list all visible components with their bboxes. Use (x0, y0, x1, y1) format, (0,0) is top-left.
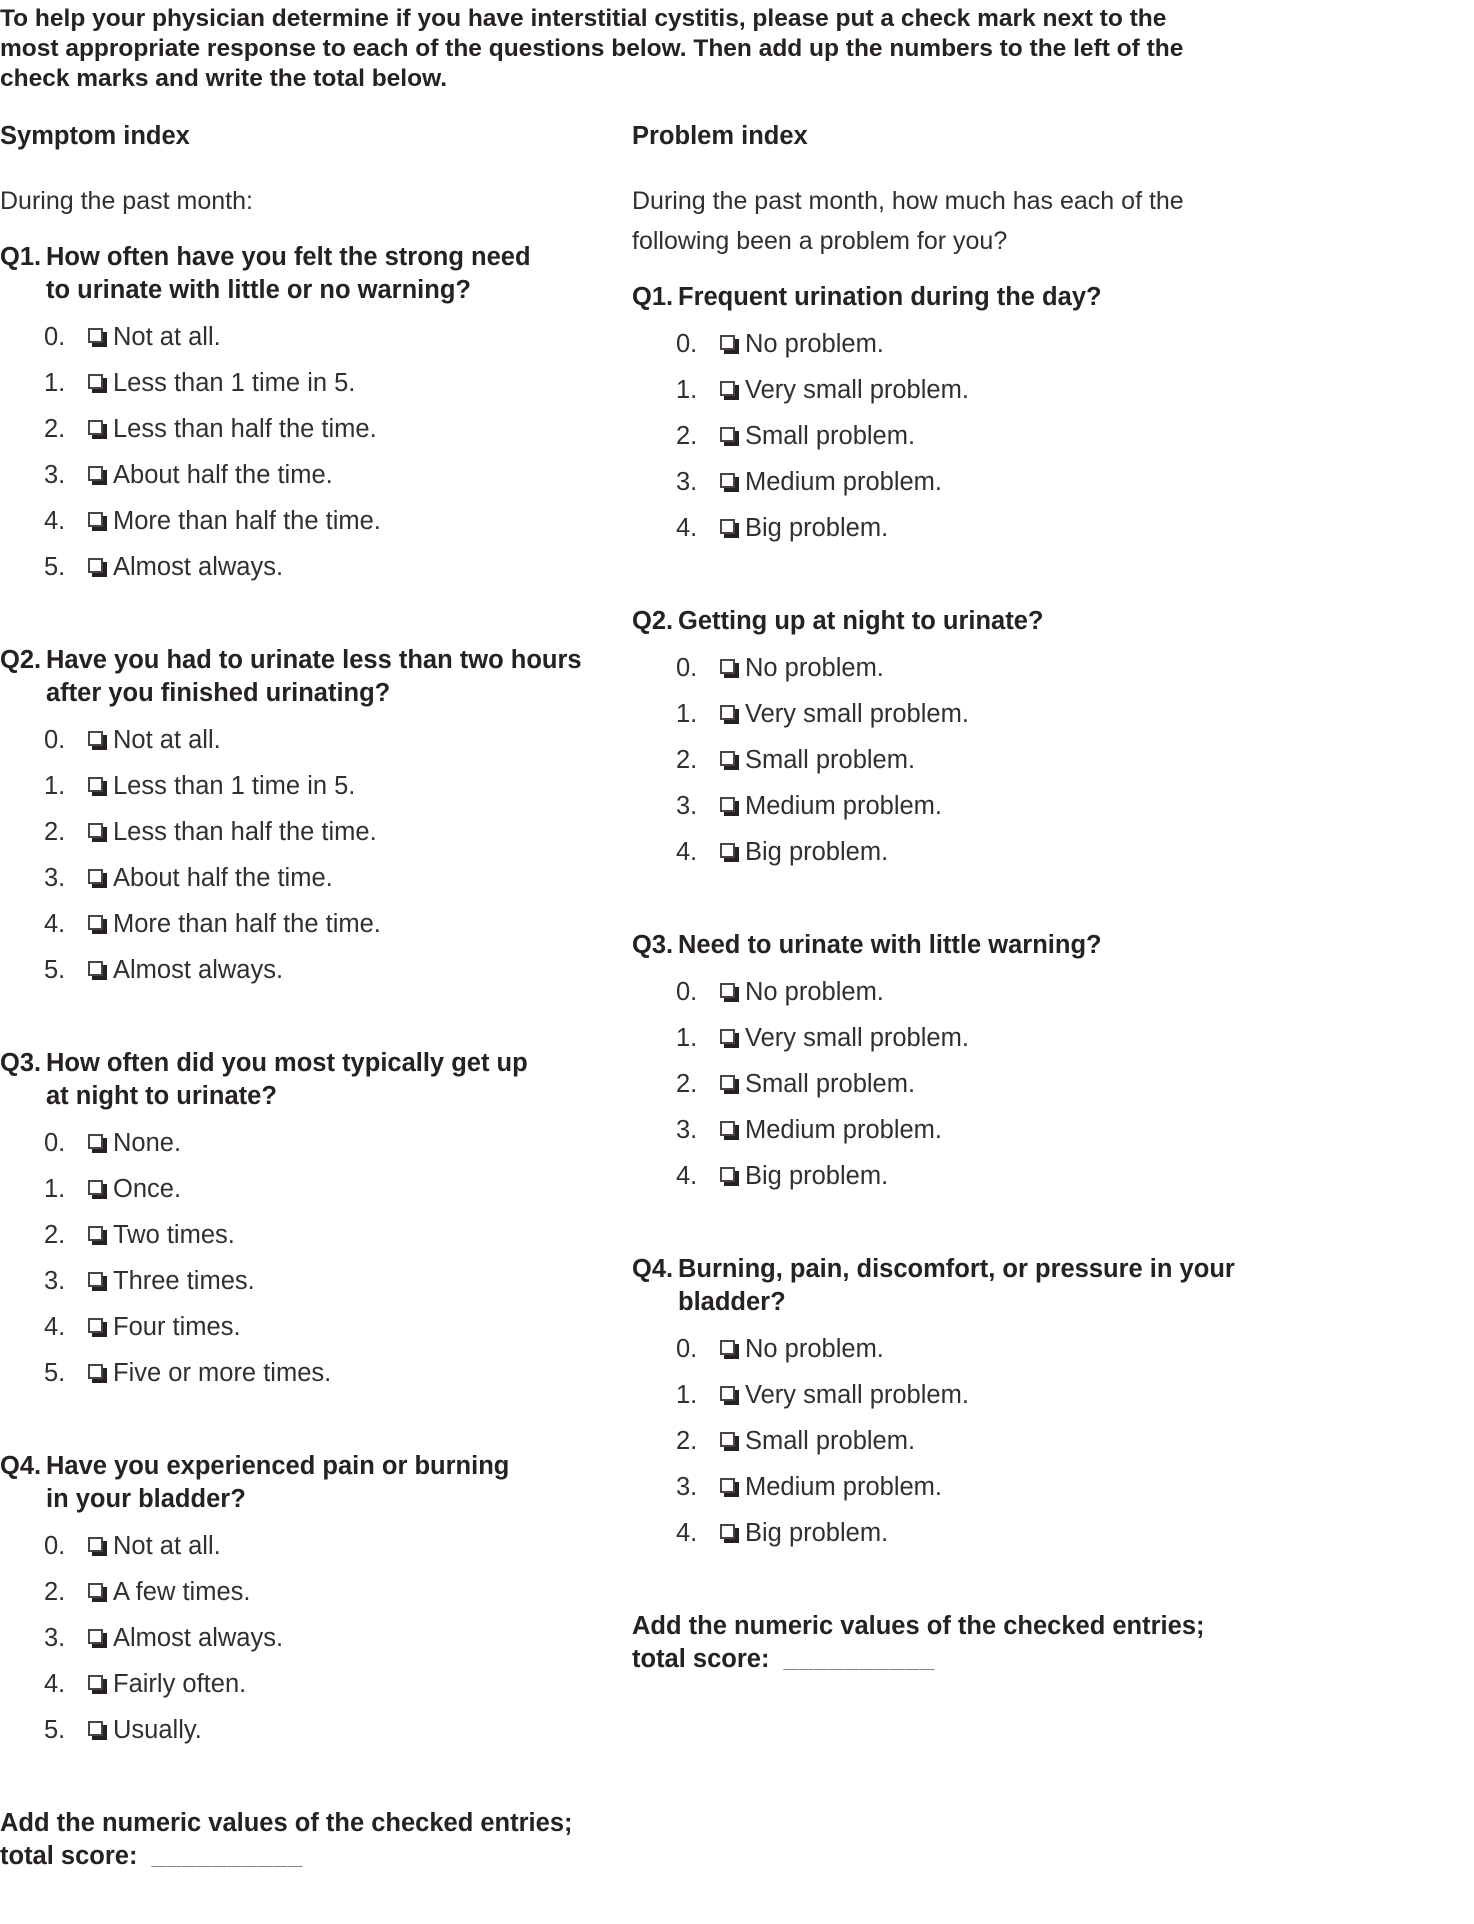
option-value: 5. (44, 956, 66, 984)
total-score-blank[interactable]: __________ (151, 1842, 304, 1870)
problem-index-question-1 (632, 281, 1474, 314)
checkbox[interactable] (720, 797, 735, 812)
total-score-line (632, 1643, 1474, 1676)
section-title: Symptom index (0, 122, 190, 150)
option-row (632, 1425, 1474, 1471)
options-list (0, 1530, 590, 1760)
lead-text (632, 181, 1474, 261)
option-row (632, 1160, 1474, 1206)
option-label: Less than half the time. (113, 415, 377, 443)
checkbox[interactable] (88, 1226, 103, 1241)
intro-line: check marks and write the total below. (0, 65, 448, 92)
symptom-index-question-4 (0, 1450, 590, 1516)
option-value: 3. (44, 864, 66, 892)
checkbox[interactable] (88, 869, 103, 884)
question-text-line: Need to urinate with little warning? (678, 931, 1102, 959)
checkbox[interactable] (88, 1583, 103, 1598)
question-number: Q1. (632, 283, 674, 311)
option-label: Less than 1 time in 5. (113, 772, 356, 800)
checkbox[interactable] (88, 328, 103, 343)
option-label: A few times. (113, 1578, 251, 1606)
option-row (0, 862, 590, 908)
question-text (46, 644, 582, 710)
option-row (632, 652, 1474, 698)
checkbox[interactable] (720, 1121, 735, 1136)
checkbox[interactable] (720, 1167, 735, 1182)
intro-line: most appropriate response to each of the questions below. Then add up the numbers to the left of the (0, 35, 1184, 62)
checkbox[interactable] (88, 1675, 103, 1690)
option-value: 2. (44, 1578, 66, 1606)
question-text-line: Frequent urination during the day? (678, 283, 1102, 311)
question-text-line: Burning, pain, discomfort, or pressure in your (678, 1255, 1235, 1283)
question-text (678, 1253, 1235, 1319)
option-row (0, 367, 590, 413)
checkbox[interactable] (720, 1075, 735, 1090)
option-value: 0. (676, 978, 698, 1006)
option-row (632, 420, 1474, 466)
checkbox[interactable] (88, 1629, 103, 1644)
option-label: No problem. (745, 978, 884, 1006)
option-label: More than half the time. (113, 910, 381, 938)
option-label: No problem. (745, 654, 884, 682)
option-label: Medium problem. (745, 468, 942, 496)
checkbox[interactable] (720, 381, 735, 396)
symptom-index-column (0, 120, 590, 1873)
options-list (632, 328, 1474, 558)
option-label: Less than 1 time in 5. (113, 369, 356, 397)
checkbox[interactable] (88, 512, 103, 527)
checkbox[interactable] (720, 659, 735, 674)
question-number: Q4. (0, 1452, 42, 1480)
lead-text (0, 181, 590, 221)
symptom-index-question-2 (0, 644, 590, 710)
problem-index-question-4 (632, 1253, 1474, 1319)
option-row (0, 1622, 590, 1668)
option-value: 4. (44, 910, 66, 938)
option-row (632, 512, 1474, 558)
checkbox[interactable] (720, 1432, 735, 1447)
option-value: 1. (44, 772, 66, 800)
option-value: 5. (44, 1716, 66, 1744)
option-value: 0. (676, 654, 698, 682)
option-row (0, 1357, 590, 1403)
option-label: More than half the time. (113, 507, 381, 535)
total-score-line (0, 1840, 590, 1873)
intro-paragraph (0, 4, 1474, 94)
question-text (678, 605, 1043, 638)
option-row (0, 1714, 590, 1760)
option-label: Two times. (113, 1221, 235, 1249)
option-label: No problem. (745, 330, 884, 358)
option-row (0, 954, 590, 1000)
checkbox[interactable] (88, 420, 103, 435)
option-label: About half the time. (113, 461, 333, 489)
option-label: Very small problem. (745, 376, 969, 404)
option-label: Very small problem. (745, 700, 969, 728)
option-label: None. (113, 1129, 182, 1157)
option-label: Fairly often. (113, 1670, 247, 1698)
options-list (0, 321, 590, 597)
checkbox[interactable] (720, 983, 735, 998)
problem-index-question-3 (632, 929, 1474, 962)
option-row (632, 976, 1474, 1022)
question-number: Q3. (0, 1049, 42, 1077)
option-row (0, 505, 590, 551)
question-text (46, 241, 531, 307)
question-number: Q2. (632, 607, 674, 635)
question-text (46, 1450, 509, 1516)
question-text-line: Have you experienced pain or burning (46, 1452, 510, 1480)
option-value: 4. (44, 1313, 66, 1341)
option-label: Five or more times. (113, 1359, 332, 1387)
symptom-index-question-1 (0, 241, 590, 307)
checkbox[interactable] (88, 1364, 103, 1379)
option-value: 4. (44, 1670, 66, 1698)
option-value: 4. (676, 1162, 698, 1190)
problem-index-question-2 (632, 605, 1474, 638)
checkbox[interactable] (88, 961, 103, 976)
checkbox[interactable] (720, 843, 735, 858)
checkbox[interactable] (88, 731, 103, 746)
option-row (632, 1517, 1474, 1563)
option-label: Medium problem. (745, 792, 942, 820)
option-row (0, 816, 590, 862)
checkbox[interactable] (88, 1134, 103, 1149)
question-text-line: in your bladder? (46, 1485, 246, 1513)
checkbox[interactable] (88, 1272, 103, 1287)
question-number: Q2. (0, 646, 42, 674)
lead-line: During the past month: (0, 187, 253, 215)
option-label: Small problem. (745, 1070, 916, 1098)
option-value: 4. (44, 507, 66, 535)
checkbox[interactable] (720, 427, 735, 442)
option-value: 1. (44, 1175, 66, 1203)
option-value: 1. (676, 1381, 698, 1409)
checkbox[interactable] (720, 705, 735, 720)
question-text-line: to urinate with little or no warning? (46, 276, 471, 304)
option-value: 1. (676, 700, 698, 728)
option-label: Very small problem. (745, 1024, 969, 1052)
option-value: 2. (676, 422, 698, 450)
option-label: Small problem. (745, 746, 916, 774)
option-label: Small problem. (745, 422, 916, 450)
option-row (632, 790, 1474, 836)
option-label: Big problem. (745, 514, 889, 542)
options-list (0, 724, 590, 1000)
checkbox[interactable] (88, 823, 103, 838)
option-value: 2. (44, 1221, 66, 1249)
option-value: 3. (676, 468, 698, 496)
option-label: Almost always. (113, 553, 284, 581)
option-row (0, 1265, 590, 1311)
checkbox[interactable] (88, 466, 103, 481)
option-row (0, 908, 590, 954)
option-row (0, 1576, 590, 1622)
option-row (0, 1219, 590, 1265)
option-row (0, 1530, 590, 1576)
option-value: 1. (676, 1024, 698, 1052)
option-row (632, 466, 1474, 512)
option-value: 3. (44, 1624, 66, 1652)
option-value: 0. (44, 726, 66, 754)
option-label: Less than half the time. (113, 818, 377, 846)
option-label: Not at all. (113, 1532, 221, 1560)
option-value: 3. (676, 1473, 698, 1501)
option-label: Three times. (113, 1267, 255, 1295)
checkbox[interactable] (88, 558, 103, 573)
option-row (0, 1127, 590, 1173)
option-row (632, 836, 1474, 882)
option-label: Not at all. (113, 726, 221, 754)
lead-line: following been a problem for you? (632, 227, 1008, 255)
question-text-line: How often did you most typically get up (46, 1049, 528, 1077)
option-label: Big problem. (745, 1519, 889, 1547)
option-row (632, 1379, 1474, 1425)
total-score-label: total score: (0, 1842, 138, 1870)
option-row (0, 1668, 590, 1714)
option-label: Medium problem. (745, 1473, 942, 1501)
option-label: Very small problem. (745, 1381, 969, 1409)
checkbox[interactable] (720, 1029, 735, 1044)
option-row (632, 1114, 1474, 1160)
option-row (632, 1022, 1474, 1068)
option-row (0, 724, 590, 770)
option-value: 0. (44, 1532, 66, 1560)
option-label: Small problem. (745, 1427, 916, 1455)
option-label: Big problem. (745, 838, 889, 866)
option-value: 4. (676, 1519, 698, 1547)
lead-line: During the past month, how much has each of the (632, 187, 1184, 215)
option-label: No problem. (745, 1335, 884, 1363)
section-title: Problem index (632, 122, 808, 150)
checkbox[interactable] (720, 1386, 735, 1401)
option-row (632, 328, 1474, 374)
checkbox[interactable] (88, 1180, 103, 1195)
checkbox[interactable] (88, 1537, 103, 1552)
option-value: 4. (676, 514, 698, 542)
option-row (0, 770, 590, 816)
option-value: 0. (44, 1129, 66, 1157)
option-row (632, 744, 1474, 790)
checkbox[interactable] (720, 751, 735, 766)
intro-line: To help your physician determine if you have interstitial cystitis, please put a check mark next to the (0, 5, 1167, 32)
option-value: 3. (676, 1116, 698, 1144)
problem-index-total (632, 1610, 1474, 1676)
symptom-index-question-3 (0, 1047, 590, 1113)
checkbox[interactable] (88, 1318, 103, 1333)
option-row (632, 698, 1474, 744)
option-value: 2. (44, 415, 66, 443)
checkbox[interactable] (720, 473, 735, 488)
option-value: 3. (676, 792, 698, 820)
problem-index-column (632, 120, 1474, 1873)
option-value: 2. (44, 818, 66, 846)
option-row (0, 321, 590, 367)
option-value: 0. (676, 1335, 698, 1363)
question-text-line: bladder? (678, 1288, 786, 1316)
option-label: Not at all. (113, 323, 221, 351)
option-label: Once. (113, 1175, 182, 1203)
option-row (0, 413, 590, 459)
options-list (632, 976, 1474, 1206)
question-text (46, 1047, 528, 1113)
option-value: 5. (44, 553, 66, 581)
option-value: 5. (44, 1359, 66, 1387)
option-row (0, 551, 590, 597)
option-row (632, 1333, 1474, 1379)
checkbox[interactable] (720, 1340, 735, 1355)
question-text-line: after you finished urinating? (46, 679, 391, 707)
option-value: 2. (676, 1070, 698, 1098)
checkbox[interactable] (720, 1478, 735, 1493)
option-value: 4. (676, 838, 698, 866)
total-instruction-line: Add the numeric values of the checked entries; (0, 1809, 573, 1837)
question-text (678, 929, 1102, 962)
option-label: Almost always. (113, 956, 284, 984)
option-value: 2. (676, 746, 698, 774)
question-number: Q1. (0, 243, 42, 271)
question-text-line: at night to urinate? (46, 1082, 277, 1110)
option-value: 3. (44, 461, 66, 489)
checkbox[interactable] (720, 519, 735, 534)
total-instruction-line: Add the numeric values of the checked entries; (632, 1612, 1205, 1640)
question-text (678, 281, 1102, 314)
option-row (632, 374, 1474, 420)
option-value: 1. (44, 369, 66, 397)
option-value: 2. (676, 1427, 698, 1455)
total-score-label: total score: (632, 1645, 770, 1673)
options-list (632, 1333, 1474, 1563)
option-label: Medium problem. (745, 1116, 942, 1144)
option-label: Big problem. (745, 1162, 889, 1190)
question-number: Q4. (632, 1255, 674, 1283)
checkbox[interactable] (88, 915, 103, 930)
checkbox[interactable] (88, 1721, 103, 1736)
options-list (0, 1127, 590, 1403)
option-row (632, 1068, 1474, 1114)
checkbox[interactable] (720, 335, 735, 350)
index-columns (0, 120, 1474, 1873)
question-text-line: How often have you felt the strong need (46, 243, 531, 271)
option-label: Usually. (113, 1716, 202, 1744)
option-row (0, 1311, 590, 1357)
question-text-line: Have you had to urinate less than two hours (46, 646, 582, 674)
option-label: About half the time. (113, 864, 333, 892)
option-row (632, 1471, 1474, 1517)
question-number: Q3. (632, 931, 674, 959)
option-value: 1. (676, 376, 698, 404)
checkbox[interactable] (720, 1524, 735, 1539)
option-label: Almost always. (113, 1624, 284, 1652)
options-list (632, 652, 1474, 882)
option-value: 3. (44, 1267, 66, 1295)
option-value: 0. (676, 330, 698, 358)
symptom-index-total (0, 1807, 590, 1873)
question-text-line: Getting up at night to urinate? (678, 607, 1044, 635)
option-value: 0. (44, 323, 66, 351)
checkbox[interactable] (88, 374, 103, 389)
total-score-blank[interactable]: __________ (783, 1645, 936, 1673)
checkbox[interactable] (88, 777, 103, 792)
option-row (0, 1173, 590, 1219)
option-row (0, 459, 590, 505)
option-label: Four times. (113, 1313, 241, 1341)
